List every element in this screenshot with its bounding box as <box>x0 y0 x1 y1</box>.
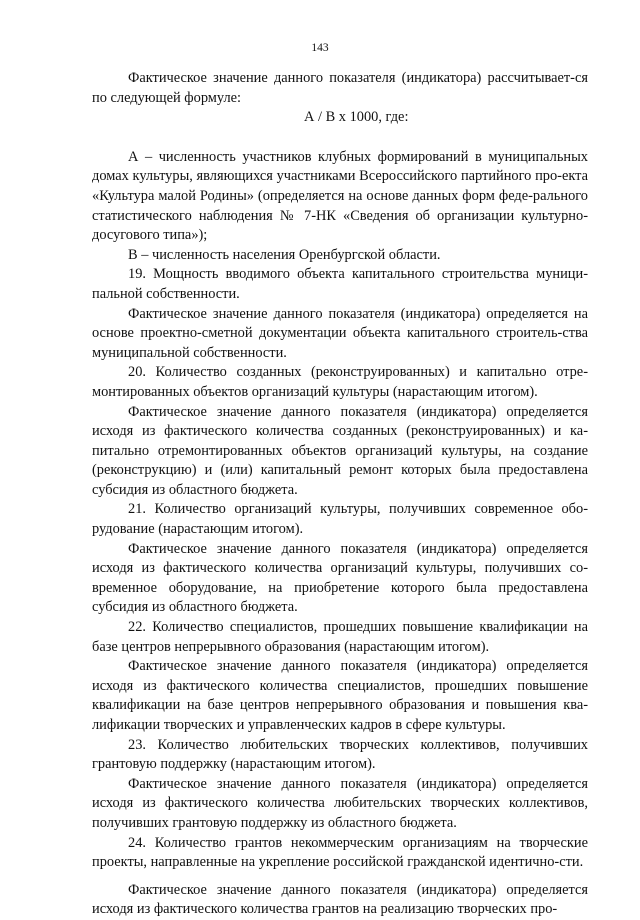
paragraph-item-20: 20. Количество созданных (реконструированных) и капитально отре-монтированных объектов организаций культуры (нарастающим итогом). <box>92 364 588 400</box>
paragraph-item-21-desc: Фактическое значение данного показателя (индикатора) определяется исходя из фактического количества организаций культуры, получивших со-временное оборудование, на приобретение которого была предоставлена субсидия из областного бюджета. <box>92 540 588 616</box>
document-body <box>92 69 588 920</box>
paragraph-item-23-desc: Фактическое значение данного показателя (индикатора) определяется исходя из фактического количества любительских творческих коллективов, получивших грантовую поддержку из областного бюджета. <box>92 775 588 831</box>
paragraph-definition-b: В – численность населения Оренбургской области. <box>128 246 441 263</box>
paragraph-item-22: 22. Количество специалистов, прошедших повышение квалификации на базе центров непрерывного образования (нарастающим итогом). <box>92 619 588 655</box>
paragraph-item-19-desc: Фактическое значение данного показателя (индикатора) определяется на основе проектно-сметной документации объекта капитального строитель-ства муниципальной собственности. <box>92 305 588 361</box>
page-number: 143 <box>311 42 329 54</box>
paragraph-item-20-desc: Фактическое значение данного показателя (индикатора) определяется исходя из фактического количества созданных (реконструированных) и ка-питально отремонтированных объектов организаций культуры, на создание (реконструкцию) и (или) капитальный ремонт которых была предоставлена субсидия из областного бюджета. <box>92 403 588 498</box>
paragraph-item-21: 21. Количество организаций культуры, получивших современное обо-рудование (нарастающим итогом). <box>92 501 588 538</box>
paragraph-item-19: 19. Мощность вводимого объекта капитального строительства муници-пальной собственности. <box>92 266 588 302</box>
paragraph-item-22-desc: Фактическое значение данного показателя (индикатора) определяется исходя из фактического количества специалистов, прошедших повышение квалификации на базе центров непрерывного образования и повышения ква-лификации творческих и управленческих кадров в сфере культуры. <box>92 658 588 733</box>
formula: А / В х 1000, где: <box>304 109 409 126</box>
paragraph-formula-intro: Фактическое значение данного показателя (индикатора) рассчитывает-ся по следующей формуле: <box>92 70 588 106</box>
paragraph-item-24: 24. Количество грантов некоммерческим организациям на творческие проекты, направленные на укрепление российской гражданской идентично-сти. <box>92 834 588 871</box>
paragraph-definition-a: А – численность участников клубных формирований в муниципальных домах культуры, являющихся участниками Всероссийского партийного про-екта «Культура малой Родины» (определяется на основе данных форм феде-рального статистического наблюдения № 7-НК «Сведения об организации культурно-досугового типа»); <box>92 148 588 244</box>
paragraph-item-23: 23. Количество любительских творческих коллективов, получивших грантовую поддержку (нарастающим итогом). <box>92 736 588 773</box>
paragraph-item-24-desc: Фактическое значение данного показателя (индикатора) определяется исходя из фактического количества грантов на реализацию творческих про- <box>92 881 588 918</box>
